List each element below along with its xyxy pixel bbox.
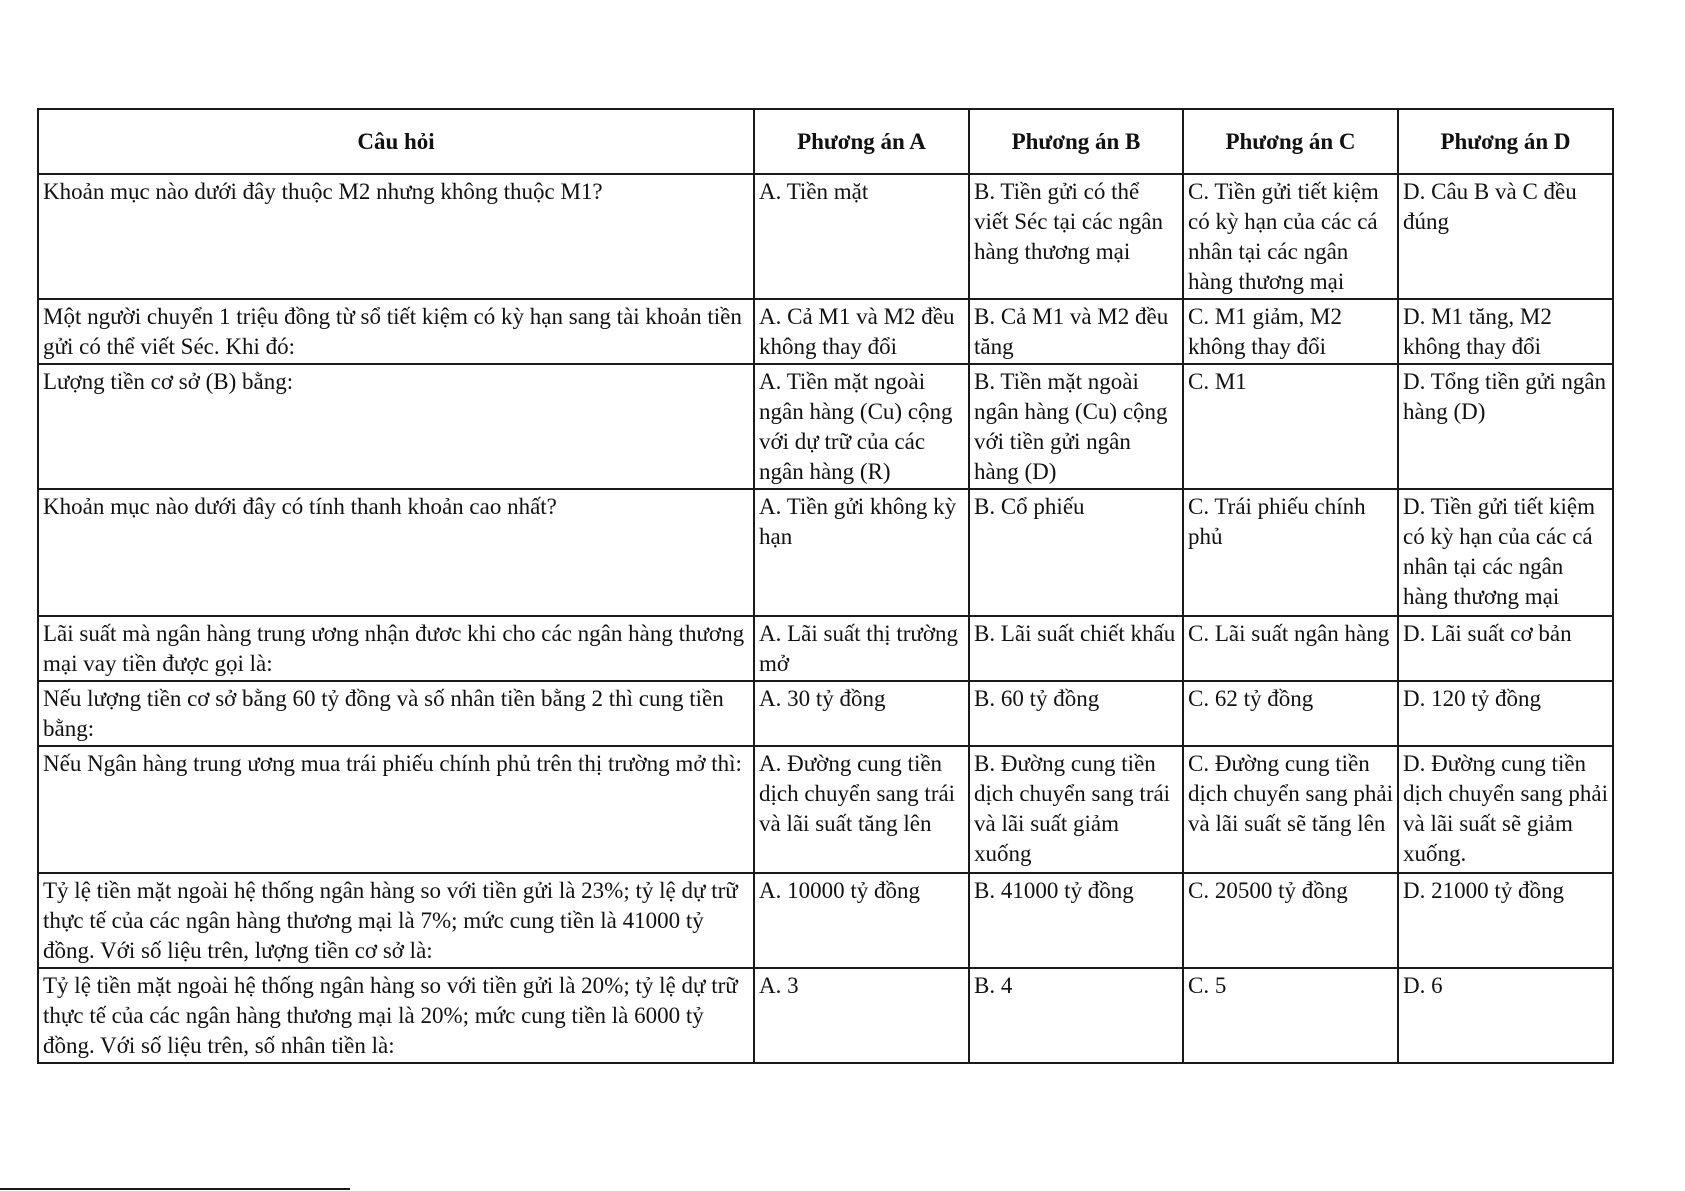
option-a-cell: A. 30 tỷ đồng (754, 681, 969, 746)
option-a-cell: A. Tiền mặt (754, 174, 969, 299)
option-d-cell: D. 21000 tỷ đồng (1398, 873, 1613, 968)
option-c-cell: C. 62 tỷ đồng (1183, 681, 1398, 746)
option-c-cell: C. M1 giảm, M2 không thay đổi (1183, 299, 1398, 364)
option-b-cell: B. 41000 tỷ đồng (969, 873, 1183, 968)
option-c-cell: C. Tiền gửi tiết kiệm có kỳ hạn của các cá nhân tại các ngân hàng thương mại (1183, 174, 1398, 299)
option-d-cell: D. Lãi suất cơ bản (1398, 616, 1613, 681)
question-cell: Tỷ lệ tiền mặt ngoài hệ thống ngân hàng so với tiền gửi là 20%; tỷ lệ dự trữ thực tế của các ngân hàng thương mại là 20%; mức cung tiền là 6000 tỷ đồng. Với số liệu trên, số nhân tiền là: (38, 968, 754, 1063)
header-option-b: Phương án B (969, 109, 1183, 174)
option-a-cell: A. Tiền mặt ngoài ngân hàng (Cu) cộng với dự trữ của các ngân hàng (R) (754, 364, 969, 489)
header-option-a: Phương án A (754, 109, 969, 174)
question-cell: Nếu Ngân hàng trung ương mua trái phiếu chính phủ trên thị trường mở thì: (38, 746, 754, 873)
question-cell: Nếu lượng tiền cơ sở bằng 60 tỷ đồng và số nhân tiền bằng 2 thì cung tiền bằng: (38, 681, 754, 746)
question-cell: Tỷ lệ tiền mặt ngoài hệ thống ngân hàng so với tiền gửi là 23%; tỷ lệ dự trữ thực tế của các ngân hàng thương mại là 7%; mức cung tiền là 41000 tỷ đồng. Với số liệu trên, lượng tiền cơ sở là: (38, 873, 754, 968)
option-b-cell: B. Đường cung tiền dịch chuyển sang trái và lãi suất giảm xuống (969, 746, 1183, 873)
table-row (38, 746, 1613, 873)
option-a-cell: A. 10000 tỷ đồng (754, 873, 969, 968)
table-row (38, 364, 1613, 489)
option-b-cell: B. 60 tỷ đồng (969, 681, 1183, 746)
option-d-cell: D. 120 tỷ đồng (1398, 681, 1613, 746)
option-a-cell: A. Lãi suất thị trường mở (754, 616, 969, 681)
option-d-cell: D. 6 (1398, 968, 1613, 1063)
option-b-cell: B. Lãi suất chiết khấu (969, 616, 1183, 681)
option-a-cell: A. Cả M1 và M2 đều không thay đổi (754, 299, 969, 364)
option-d-cell: D. Câu B và C đều đúng (1398, 174, 1613, 299)
option-c-cell: C. Lãi suất ngân hàng (1183, 616, 1398, 681)
question-cell: Khoản mục nào dưới đây thuộc M2 nhưng không thuộc M1? (38, 174, 754, 299)
question-cell: Lượng tiền cơ sở (B) bằng: (38, 364, 754, 489)
option-d-cell: D. Tổng tiền gửi ngân hàng (D) (1398, 364, 1613, 489)
table-row (38, 873, 1613, 968)
question-cell: Khoản mục nào dưới đây có tính thanh khoản cao nhất? (38, 489, 754, 616)
table-row (38, 489, 1613, 616)
option-a-cell: A. 3 (754, 968, 969, 1063)
option-b-cell: B. Tiền gửi có thể viết Séc tại các ngân hàng thương mại (969, 174, 1183, 299)
option-b-cell: B. 4 (969, 968, 1183, 1063)
header-option-c: Phương án C (1183, 109, 1398, 174)
option-a-cell: A. Đường cung tiền dịch chuyển sang trái và lãi suất tăng lên (754, 746, 969, 873)
header-question: Câu hỏi (38, 109, 754, 174)
option-b-cell: B. Cổ phiếu (969, 489, 1183, 616)
option-c-cell: C. 5 (1183, 968, 1398, 1063)
header-row (38, 109, 1613, 174)
option-d-cell: D. Tiền gửi tiết kiệm có kỳ hạn của các cá nhân tại các ngân hàng thương mại (1398, 489, 1613, 616)
table-row (38, 299, 1613, 364)
quiz-document (37, 108, 1612, 1064)
table-row (38, 681, 1613, 746)
option-c-cell: C. Trái phiếu chính phủ (1183, 489, 1398, 616)
table-row (38, 616, 1613, 681)
quiz-table (37, 108, 1614, 1064)
footnote-separator (0, 1188, 350, 1190)
option-c-cell: C. M1 (1183, 364, 1398, 489)
question-cell: Lãi suất mà ngân hàng trung ương nhận đươc khi cho các ngân hàng thương mại vay tiền được gọi là: (38, 616, 754, 681)
option-c-cell: C. 20500 tỷ đồng (1183, 873, 1398, 968)
question-cell: Một người chuyển 1 triệu đồng từ sổ tiết kiệm có kỳ hạn sang tài khoản tiền gửi có thể viết Séc. Khi đó: (38, 299, 754, 364)
option-b-cell: B. Cả M1 và M2 đều tăng (969, 299, 1183, 364)
option-c-cell: C. Đường cung tiền dịch chuyển sang phải và lãi suất sẽ tăng lên (1183, 746, 1398, 873)
option-a-cell: A. Tiền gửi không kỳ hạn (754, 489, 969, 616)
table-row (38, 174, 1613, 299)
table-row (38, 968, 1613, 1063)
option-d-cell: D. M1 tăng, M2 không thay đổi (1398, 299, 1613, 364)
option-b-cell: B. Tiền mặt ngoài ngân hàng (Cu) cộng với tiền gửi ngân hàng (D) (969, 364, 1183, 489)
header-option-d: Phương án D (1398, 109, 1613, 174)
option-d-cell: D. Đường cung tiền dịch chuyển sang phải và lãi suất sẽ giảm xuống. (1398, 746, 1613, 873)
